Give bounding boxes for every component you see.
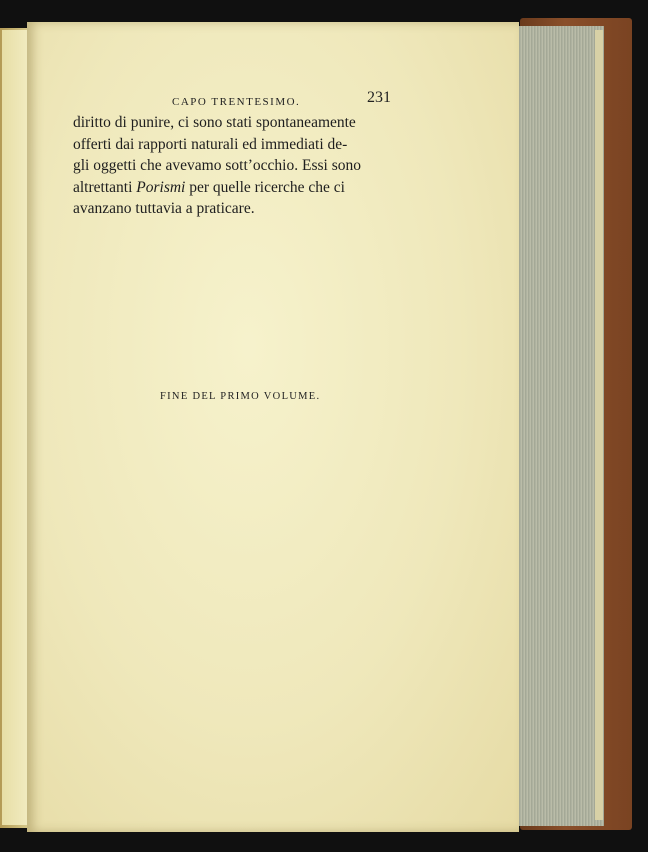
page-block-edges <box>515 26 604 826</box>
text-line: diritto di punire, ci sono stati spontaneamente <box>73 114 356 131</box>
end-of-volume-note: FINE DEL PRIMO VOLUME. <box>160 391 321 402</box>
text-fragment: altrettanti <box>73 178 137 196</box>
italic-term: Porismi <box>136 178 186 196</box>
running-head: CAPO TRENTESIMO. <box>172 96 301 108</box>
page-edge-highlight <box>595 30 603 820</box>
text-line <box>73 177 398 199</box>
body-text <box>73 112 398 220</box>
facing-page-edge <box>2 30 29 825</box>
page-number: 231 <box>367 89 391 106</box>
text-fragment: per quelle ricerche che ci <box>185 178 345 196</box>
text-line: offerti dai rapporti naturali ed immediati de- <box>73 135 348 153</box>
text-line: avanzano tuttavia a praticare. <box>73 200 255 217</box>
show-through-text <box>72 318 402 698</box>
text-line: gli oggetti che avevamo sott’occhio. Essi sono <box>73 157 361 174</box>
